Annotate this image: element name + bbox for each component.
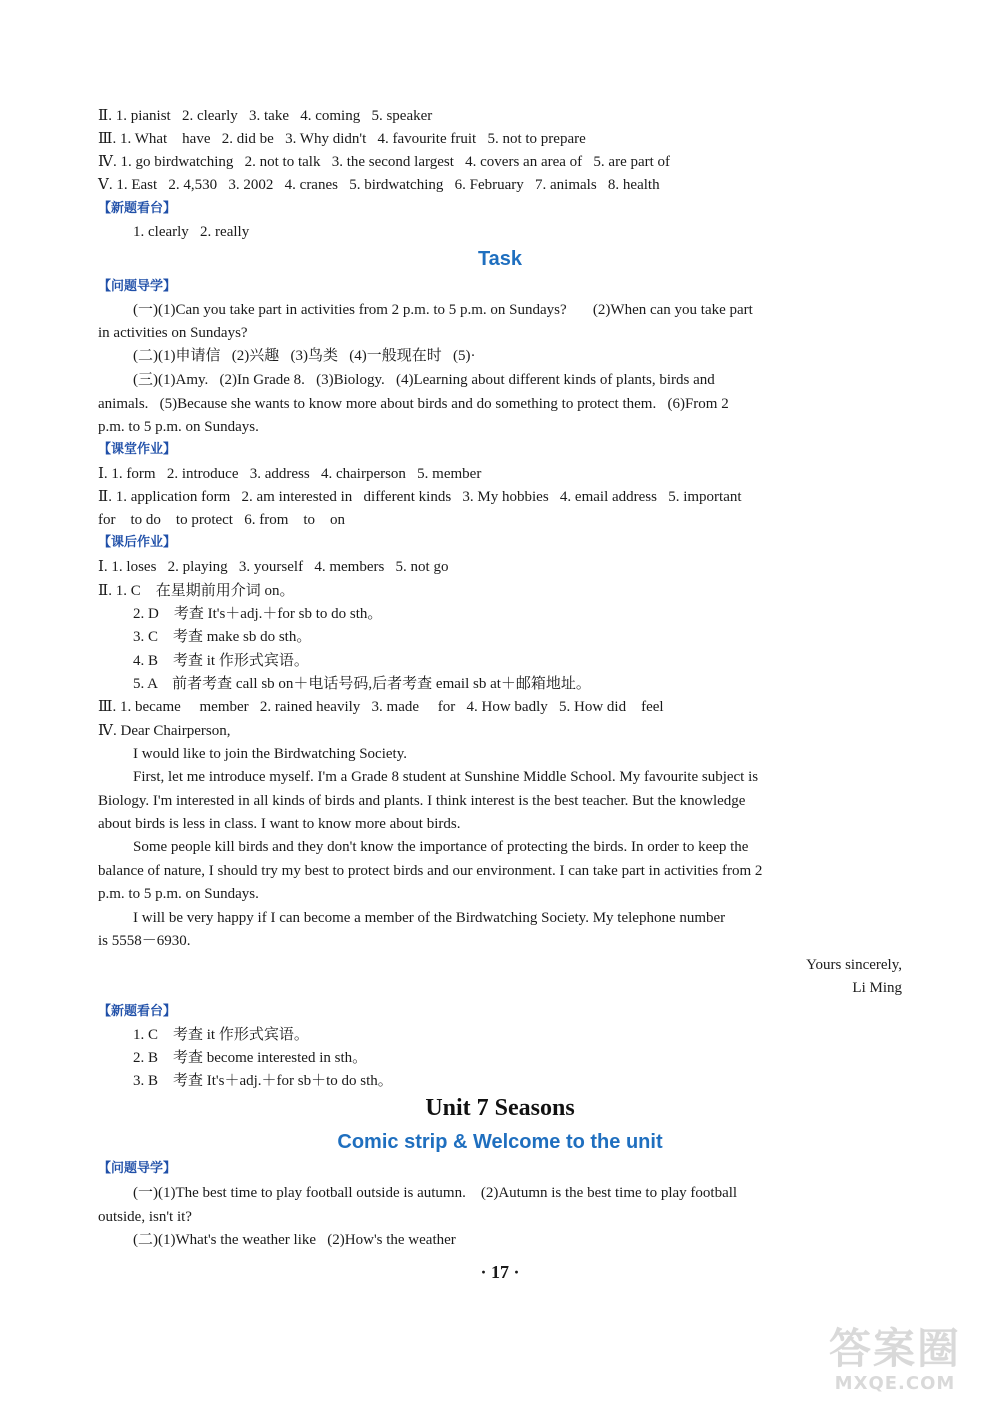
answer-line: (二)(1)What's the weather like (2)How's the weather <box>133 1232 456 1248</box>
section-title-comic: Comic strip & Welcome to the unit <box>337 1131 663 1153</box>
section-title-task: Task <box>477 248 523 270</box>
letter-line: I will be very happy if I can become a member of the Birdwatching Society. My telephone number <box>133 910 726 926</box>
answer-line: animals. (5)Because she wants to know more about birds and do something to protect them. (6)From 2 <box>98 396 729 412</box>
answer-line: for to do to protect 6. from to on <box>98 512 346 528</box>
section-tag: 【新题看台】 <box>98 1004 177 1019</box>
answer-line: 4. B 考查 it 作形式宾语。 <box>133 653 309 669</box>
unit-title: Unit 7 Seasons <box>425 1095 575 1121</box>
answer-line: 3. B 考查 It's＋adj.＋for sb＋to do sth。 <box>133 1073 393 1089</box>
section-tag: 【课后作业】 <box>98 535 177 550</box>
answer-line: Ⅱ. 1. pianist 2. clearly 3. take 4. coming 5. speaker <box>98 108 433 124</box>
answer-line: p.m. to 5 p.m. on Sundays. <box>98 419 259 435</box>
answer-line: (二)(1)申请信 (2)兴趣 (3)鸟类 (4)一般现在时 (5)· <box>133 348 476 364</box>
answer-line: Ⅳ. 1. go birdwatching 2. not to talk 3. the second largest 4. covers an area of 5. are part of <box>98 154 671 170</box>
answer-line: Ⅰ. 1. loses 2. playing 3. yourself 4. members 5. not go <box>98 559 449 575</box>
letter-closing: Yours sincerely, <box>806 957 902 973</box>
section-tag: 【课堂作业】 <box>98 442 177 457</box>
answer-line: Ⅱ. 1. C 在星期前用介词 on。 <box>98 583 295 599</box>
letter-line: p.m. to 5 p.m. on Sundays. <box>98 886 259 902</box>
answer-line: 3. C 考查 make sb do sth。 <box>133 629 312 645</box>
watermark-logo <box>810 1325 980 1405</box>
answer-line: Ⅲ. 1. What have 2. did be 3. Why didn't 4. favourite fruit 5. not to prepare <box>98 131 586 147</box>
letter-line: First, let me introduce myself. I'm a Grade 8 student at Sunshine Middle School. My favourite subject is <box>133 769 759 785</box>
letter-line: about birds is less in class. I want to know more about birds. <box>98 816 461 832</box>
answer-line: in activities on Sundays? <box>98 325 248 341</box>
answer-line: Ⅳ. Dear Chairperson, <box>98 723 231 739</box>
answer-line: (一)(1)Can you take part in activities from 2 p.m. to 5 p.m. on Sundays? (2)When can you take part <box>133 302 753 318</box>
section-tag: 【问题导学】 <box>98 1161 177 1176</box>
answer-line: Ⅰ. 1. form 2. introduce 3. address 4. chairperson 5. member <box>98 466 482 482</box>
answer-line: Ⅴ. 1. East 2. 4,530 3. 2002 4. cranes 5. birdwatching 6. February 7. animals 8. health <box>98 177 660 193</box>
letter-line: I would like to join the Birdwatching Society. <box>133 746 407 762</box>
answer-line: (一)(1)The best time to play football outside is autumn. (2)Autumn is the best time to play football <box>133 1185 738 1201</box>
letter-signature: Li Ming <box>852 980 902 996</box>
letter-line: is 5558－6930. <box>98 933 191 949</box>
answer-line: outside, isn't it? <box>98 1209 192 1225</box>
letter-line: Some people kill birds and they don't know the importance of protecting the birds. In order to keep the <box>133 839 749 855</box>
page-number: · 17 · <box>480 1262 520 1282</box>
answer-line: (三)(1)Amy. (2)In Grade 8. (3)Biology. (4)Learning about different kinds of plants, birds and <box>133 372 715 388</box>
answer-line: 1. clearly 2. really <box>133 224 250 240</box>
watermark-sub: MXQE.COM <box>834 1373 956 1394</box>
answer-line: Ⅱ. 1. application form 2. am interested in different kinds 3. My hobbies 4. email address 5. important <box>98 489 742 505</box>
answer-line: 1. C 考查 it 作形式宾语。 <box>133 1027 309 1043</box>
watermark-main: 答案圈 <box>828 1324 961 1373</box>
answer-line: 5. A 前者考查 call sb on＋电话号码,后者考查 email sb at＋邮箱地址。 <box>133 676 591 692</box>
letter-line: Biology. I'm interested in all kinds of birds and plants. I think interest is the best teacher. But the knowledge <box>98 793 746 809</box>
section-tag: 【问题导学】 <box>98 279 177 294</box>
letter-line: balance of nature, I should try my best to protect birds and our environment. I can take part in activities from 2 <box>98 863 763 879</box>
section-tag: 【新题看台】 <box>98 201 177 216</box>
answer-line: 2. B 考查 become interested in sth。 <box>133 1050 368 1066</box>
answer-line: Ⅲ. 1. became member 2. rained heavily 3. made for 4. How badly 5. How did feel <box>98 699 664 715</box>
answer-line: 2. D 考查 It's＋adj.＋for sb to do sth。 <box>133 606 383 622</box>
